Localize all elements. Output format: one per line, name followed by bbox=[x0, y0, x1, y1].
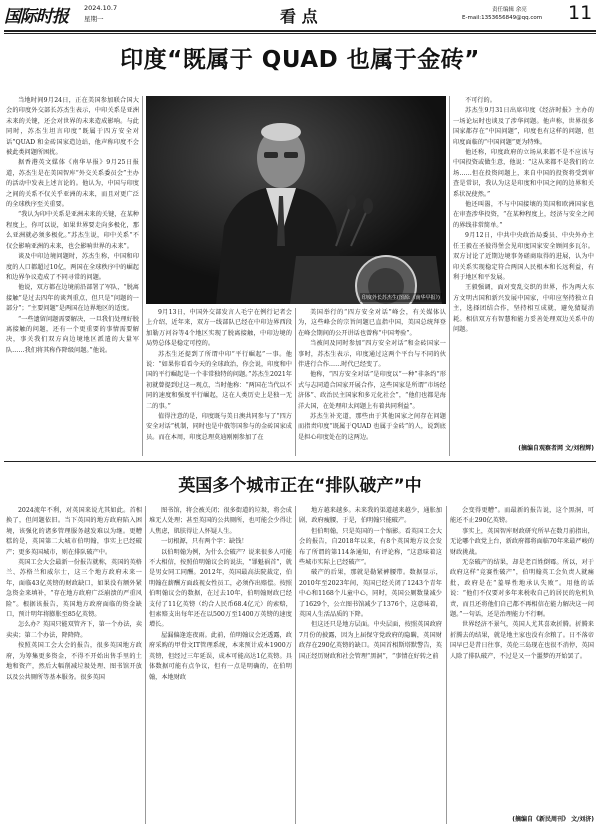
column-divider bbox=[295, 308, 296, 456]
paragraph: 按照英国工会大会的报告，很多英国地方政府，为筹集更多资金，不得不开始出售手里的土地和资产，然后大幅削减垃圾处理、图书馆开放以及公共厕所等基本服务。很多英国 bbox=[6, 642, 142, 681]
paragraph: 9月13日，中国外交部发言人毛宁在例行记者会上介绍，近年来，双方一线部队已经在中印边界西段加勒万河谷等4个地区实现了脱离接触，中印边境的局势总体是稳定可控的。 bbox=[146, 309, 292, 348]
header-rule-thick bbox=[4, 30, 596, 32]
paragraph: 图书馆，将会被关闭；很多街道的垃圾，将会成堆无人处理；甚至英国的公共厕所，也可能会少得让人焦虑，肌肤得让人怀疑人生。 bbox=[149, 507, 292, 535]
paragraph: 怎么办？英国只能双管齐下，第一个办法，卖卖卖；第二个办法，降降降。 bbox=[6, 621, 142, 639]
page-header bbox=[0, 0, 600, 34]
header-rule-thin bbox=[4, 33, 596, 34]
paragraph: 他称，“四方安全对话”是印度以“一种”非条约“形式与志同道合国家开展合作，这些国家是所谓“市场经济体”、政治民主国家和多元化社会”，“他们也都是海洋大国，在处理印太问题上有着共同利益”。 bbox=[298, 371, 446, 410]
editor-email: E-mail:1353656849@qq.com bbox=[462, 15, 543, 21]
masthead-logo: 国际时报 bbox=[4, 7, 68, 27]
paragraph: 苏杰生9月31日出席印度《经济时报》主办的一场论坛时也谈及了涉华问题。他声称，世界很多国家都存在“中国问题”，印度也有这样的问题，但印度面临的“中国问题”更为特殊。 bbox=[453, 107, 594, 146]
paragraph: 他说，双方都在边境前沿部署了军队，“脱离接触”是过去四年的谈判重点，但只是“问题的一部分”；“主要问题”是两国在边界地区的适度。 bbox=[6, 284, 139, 313]
article1-photo bbox=[146, 96, 446, 304]
paragraph: 他还叫嚣，不与中国接壤的美国和欧洲国家也在审查涉华投资，“在某种程度上，经济与安全之间的界线非常简单。” bbox=[453, 201, 594, 229]
article-separator bbox=[4, 461, 596, 462]
paragraph: 事实上，英国智库财政研究所早在数月前指出，无论哪个政党上台，新政府都将面临70年来最严峻的财政挑战。 bbox=[450, 527, 594, 556]
photo-caption: 印度外长苏杰生(图源:《南华早报》) bbox=[361, 295, 440, 301]
paragraph: 但伯明翰，只是英国的一个缩影。看英国工会大会的报告，自2018年以来，有8个英国地方议会发布了所谓的第114条通知，有评论称，“这意味着这些城市实际上已经破产”。 bbox=[299, 527, 442, 567]
article1-source: (摘编自观察者网 文/刘程辉) bbox=[518, 445, 594, 452]
column-divider bbox=[145, 506, 146, 824]
article1-column-2 bbox=[146, 308, 292, 458]
paragraph: 但这还只是地方层面。中央层面，按照英国政府7月份的披露，因为上届保守党政府的隐瞒，英国财政存在290亿英镑的缺口。英国首相斯塔默警告，英国正经历财政和社会管理“黑洞”，“事情在好转之前 bbox=[299, 621, 442, 660]
article2-column-3 bbox=[299, 506, 442, 828]
paragraph: 王毅强调，面对变乱交织的世界，作为两大东方文明古国和新兴发展中国家，中印应坚持独立自主，选择团结合作，坚持相互成就，避免猜疑消耗。相信双方有智慧和能力妥善处理双边关系中的问题。 bbox=[453, 284, 594, 333]
paragraph: 美国举行的“四方安全对话”峰会，有关媒体认为，这些峰会的宗旨问题已直指中国，美国总统拜登在峰会期间的公开讲话也曾称“中国考验”。 bbox=[298, 309, 446, 337]
speaker-at-podium-image bbox=[146, 96, 446, 304]
paragraph: 屋漏偏逢连夜雨。此前，伯明翰议会还透露，政府采购的甲骨文IT管理系统，本来预计成本1900万英镑，但经过三年延误，成本可能高达1亿英镑。具体数据可能有点争议，但有一点是明确的，在伯明翰，本地财政 bbox=[149, 631, 292, 681]
article1-column-1 bbox=[6, 96, 139, 456]
article2-source: (摘编自《新民周刊》 文/刘济) bbox=[512, 816, 594, 823]
column-divider bbox=[142, 96, 143, 456]
paragraph: 他还称，印度政府的立场从来都不是不应该与中国投资或做生意，他说：“这从来都不是我们的立场……但在投资问题上，来自中国的投资将受到审查是常识，我认为这是印度和中国之间的边界和关系状况使然。” bbox=[453, 149, 594, 198]
article2-column-4 bbox=[450, 506, 594, 810]
paragraph: 英国工会大会最新一份报告就称，英国的英格兰、苏格兰和威尔士，这三个地方政府未来一年，面临43亿英镑的财政缺口，如果没有额外紧急资金来填补，“存在地方政府广泛崩溃的严重风险”。根据该报告，英国地方政府面临的资金缺口，预计明年将膨胀至85亿英镑。 bbox=[6, 559, 142, 619]
paragraph: 一切根源，只有两个字：缺钱！ bbox=[161, 538, 248, 546]
paragraph: 地方越来越多。未来我的渠道越来越少，通胀加剧，政府瘦腰，于是，伯明翰只能破产。 bbox=[299, 507, 442, 525]
editor-label: 责任编辑 余亮 bbox=[492, 7, 527, 13]
column-divider bbox=[295, 506, 296, 824]
paragraph: “一些遗留问题需要解决，一旦我们处理好脱离接触的问题，还有一个更重要的事情需要解决，事关我们双方向边境地区派遣的大量军队……我们将其称作降级问题。”他说。 bbox=[6, 315, 139, 354]
paragraph: 无奈破产的结果，却是老百姓倒霉。所以，对于政府这样“竞赛性破产”，伯明翰英工会负责人就痛批，政府是在“羞辱性地承认失败”。用他的话说：“他们不仅要对多年来税收自己的居民的危机负责，而且还将他们自己都不再相信在能力解决这一问题。”一句话，还是治理能力不行啊。 bbox=[450, 559, 594, 619]
issue-date: 2024.10.7 bbox=[84, 4, 118, 12]
paragraph: 世界经济不景气，英国人尤其喜欢折腾。折腾来折腾去的结果，就是地主家也没有余粮了。日不落帝国早已是昔日往事，英伦三岛现在也很不消停，英国人除了排队破产，不过是又一个噩梦的开始罢了。 bbox=[450, 621, 594, 660]
paragraph: 9月12日，中共中央政治局委员、中央外办主任王毅在圣彼得堡会见印度国家安全顾问多瓦尔。双方讨论了近期边境事务磋商取得的进展，认为中印关系实现稳定符合两国人民根本和长远利益，有利于地区和平发展。 bbox=[453, 232, 594, 281]
section-title: 看 点 bbox=[280, 7, 318, 26]
paragraph: 当地时间9月24日，正在美国参加联合国大会的印度外交部长苏杰生表示，中印关系是亚洲未来的关键，还会对世界的未来造成影响。与此同时，苏杰生坦言印度“既属于四方安全对话”QUAD 和金砖国家造边站，他声称印度不会被此类问题所困扰。 bbox=[6, 97, 139, 157]
paragraph: 苏杰生还提到了所谓中印“平行崛起”一事。他说：“如果你看看今天的全球政治，你会说，印度和中国的平行崛起是一个非常独特的问题。”苏杰生2021年初就曾提到过这一观点，当时他称：“两国在当代以不同的速度和强度平行崛起，这在人类历史上是独一无二的事。” bbox=[146, 350, 292, 410]
page-number: 11 bbox=[568, 2, 593, 24]
article1-column-3 bbox=[298, 308, 446, 458]
paragraph: 值得注意的是，印度既与美日澳共同参与了“四方安全对话”机制，同时也是中俄等国参与的金砖国家成员。而在本周，印度总理莫迪刚刚参加了在 bbox=[146, 413, 292, 441]
paragraph: 破产的后果，那就是勒紧裤腰带。数据显示，2010年至2023年间，英国已经关闭了1243个青年中心和1168个儿童中心，同时，英国公厕数量减少了1629个，公立图书馆减少了1376个，这意味着，英国人生活品质的下降。 bbox=[299, 569, 442, 619]
paragraph: “我认为印中关系是亚洲未来的关键，在某种程度上，你可以说，如果世界要走向多极化，那么亚洲就必须多极化。”苏杰生说，印中关系“不仅会影响亚洲的未来，也会影响世界的未来”。 bbox=[6, 211, 139, 250]
column-divider bbox=[449, 96, 450, 456]
article2-column-1 bbox=[6, 506, 142, 828]
paragraph: 当被问及同时参加“四方安全对话”和金砖国家一事时，苏杰生表示，印度通过这两个平台与不同的伙伴进行合作……时代已经变了。 bbox=[298, 340, 446, 369]
article1-column-4 bbox=[453, 96, 594, 440]
paragraph: 谈及中印边境问题时，苏杰生称，中国和印度的人口都超过10亿，两国在全球秩序中的崛起和边界争议造成了不同寻常的问题。 bbox=[6, 253, 139, 281]
paragraph: 苏杰生补充道，那些由于其他国家之间存在问题而指责印度“既属于QUAD 也属于金砖”的人，说到底是担心印度处在的这两边。 bbox=[298, 413, 446, 441]
paragraph: 会变得更糟”。而最新的报告说，这个黑洞，可能还不止290亿英镑。 bbox=[450, 507, 594, 525]
paragraph: 2024流年不利，对英国来说尤其如此。首相换了，但问题依旧。当下英国的地方政府陷入困境，该强化的诸多管理服务越发难以为继。更糟糕的是，英国第二大城市伯明翰，事实上已经破产；更多英国城市，则在排队破产中。 bbox=[6, 507, 142, 556]
paragraph: 据香港英文媒体《南华早报》9月25日报道，苏杰生是在美国智库“外交关系委员会”主办的活动中发表上述言论的。他认为，中国与印度之间的关系不仅关乎亚洲的未来，而且对更广泛的全球秩序至关重要。 bbox=[6, 159, 139, 209]
paragraph: 以伯明翰为例，为什么会破产？说来很多人可能不大相信，按照伯明翰议会的说法，“罪魁祸首”，就是男女同工同酬。2012年，英国最高法院裁定，伯明翰在薪酬方面歧视女性员工，必须作出赔偿。按照伯明翰议会的数据，在过去10年，伯明翰财政已经支付了11亿英镑（约合人民币68.4亿元）的索赔，但索赔支出每年还在以500万至1400万英镑的速度增长。 bbox=[149, 548, 292, 629]
article2-column-2 bbox=[149, 506, 292, 828]
paragraph: 不可行的。 bbox=[465, 97, 496, 104]
column-divider bbox=[446, 506, 447, 824]
article1-headline: 印度“既属于 QUAD 也属于金砖” bbox=[120, 47, 480, 73]
article2-headline: 英国多个城市正在“排队破产”中 bbox=[178, 476, 422, 496]
issue-weekday: 星期一 bbox=[84, 15, 104, 23]
